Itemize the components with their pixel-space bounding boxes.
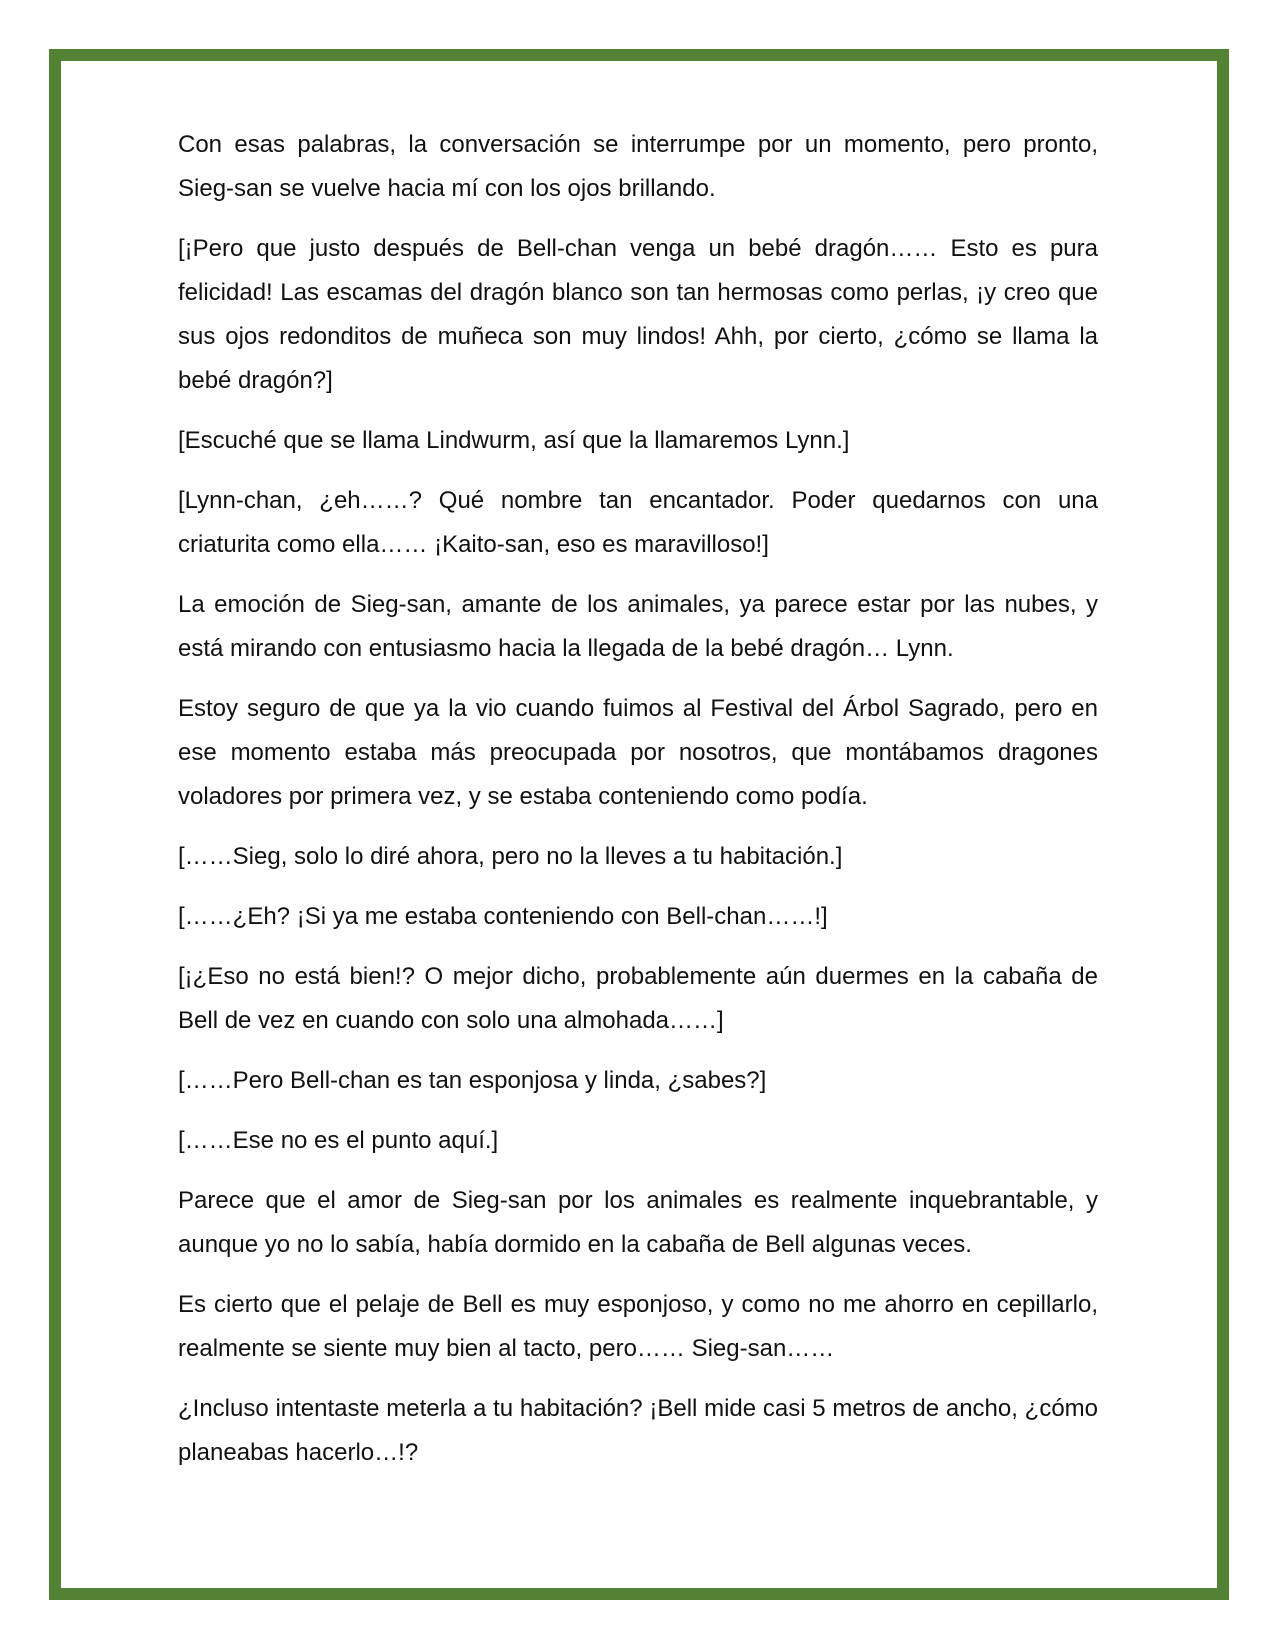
paragraph: [……Pero Bell-chan es tan esponjosa y linda, ¿sabes?]	[178, 1067, 767, 1094]
paragraph: Estoy seguro de que ya la vio cuando fuimos al Festival del Árbol Sagrado, pero en ese momento estaba más preocupada por nosotros, que montábamos dragones voladores por primera vez, y se estaba conteniendo como podía.	[178, 695, 1098, 810]
paragraph: Con esas palabras, la conversación se interrumpe por un momento, pero pronto, Sieg-san se vuelve hacia mí con los ojos brillando.	[178, 131, 1098, 202]
paragraph: [Lynn-chan, ¿eh……? Qué nombre tan encantador. Poder quedarnos con una criaturita como ella…… ¡Kaito-san, eso es maravilloso!]	[178, 487, 1098, 558]
paragraph: [……Sieg, solo lo diré ahora, pero no la lleves a tu habitación.]	[178, 843, 843, 870]
paragraph: [Escuché que se llama Lindwurm, así que la llamaremos Lynn.]	[178, 427, 850, 454]
paragraph: La emoción de Sieg-san, amante de los animales, ya parece estar por las nubes, y está mirando con entusiasmo hacia la llegada de la bebé dragón… Lynn.	[178, 591, 1098, 662]
paragraph: Parece que el amor de Sieg-san por los animales es realmente inquebrantable, y aunque yo no lo sabía, había dormido en la cabaña de Bell algunas veces.	[178, 1187, 1098, 1258]
paragraph: [……Ese no es el punto aquí.]	[178, 1127, 499, 1154]
paragraph: Es cierto que el pelaje de Bell es muy esponjoso, y como no me ahorro en cepillarlo, realmente se siente muy bien al tacto, pero…… Sieg-san……	[178, 1291, 1098, 1362]
paragraph: ¿Incluso intentaste meterla a tu habitación? ¡Bell mide casi 5 metros de ancho, ¿cómo planeabas hacerlo…!?	[178, 1395, 1098, 1466]
page-body-text	[178, 123, 1098, 1491]
paragraph: [……¿Eh? ¡Si ya me estaba conteniendo con Bell-chan……!]	[178, 903, 828, 930]
paragraph: [¡¿Eso no está bien!? O mejor dicho, probablemente aún duermes en la cabaña de Bell de vez en cuando con solo una almohada……]	[178, 963, 1098, 1034]
paragraph: [¡Pero que justo después de Bell-chan venga un bebé dragón…… Esto es pura felicidad! Las escamas del dragón blanco son tan hermosas como perlas, ¡y creo que sus ojos redonditos de muñeca son muy lindos! Ahh, por cierto, ¿cómo se llama la bebé dragón?]	[178, 235, 1098, 394]
